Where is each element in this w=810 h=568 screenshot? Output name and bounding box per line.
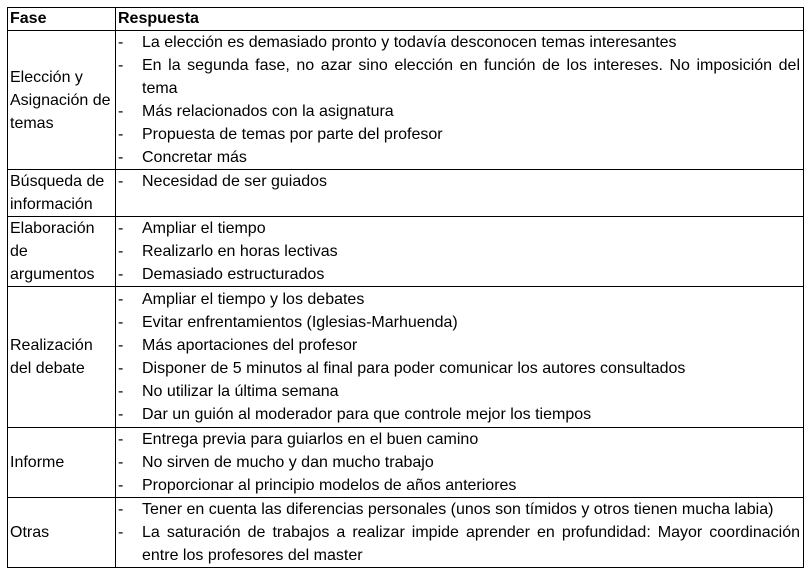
list-item: - Propuesta de temas por parte del profesor (116, 123, 803, 146)
dash-bullet: - (118, 337, 124, 354)
fase-cell: Otras (8, 498, 116, 568)
respuesta-cell (116, 498, 804, 568)
fase-cell: Elaboración de argumentos (8, 217, 116, 287)
dash-bullet: - (118, 126, 124, 143)
dash-bullet: - (118, 524, 124, 541)
list-item: - Dar un guión al moderador para que controle mejor los tiempos (116, 403, 803, 426)
header-respuesta: Respuesta (116, 8, 804, 31)
table-row (8, 31, 804, 170)
list-item: - Más aportaciones del profesor (116, 334, 803, 357)
list-item: - La elección es demasiado pronto y todavía desconocen temas interesantes (116, 31, 803, 54)
header-fase: Fase (8, 8, 116, 31)
table-row (8, 217, 804, 287)
dash-bullet: - (118, 34, 124, 51)
dash-bullet: - (118, 173, 124, 190)
list-item: - Realizarlo en horas lectivas (116, 240, 803, 263)
list-item: - Entrega previa para guiarlos en el buen camino (116, 428, 803, 451)
dash-bullet: - (118, 103, 124, 120)
fase-cell: Búsqueda de información (8, 170, 116, 217)
dash-bullet: - (118, 149, 124, 166)
dash-bullet: - (118, 360, 124, 377)
list-item: - Tener en cuenta las diferencias personales (unos son tímidos y otros tienen mucha labia) (116, 498, 803, 521)
list-item: - Ampliar el tiempo y los debates (116, 288, 803, 311)
list-item: - Más relacionados con la asignatura (116, 100, 803, 123)
dash-bullet: - (118, 406, 124, 423)
list-item: - No utilizar la última semana (116, 380, 803, 403)
fase-cell: Realización del debate (8, 287, 116, 428)
dash-bullet: - (118, 454, 124, 471)
list-item: - Concretar más (116, 146, 803, 169)
table-row (8, 428, 804, 498)
list-item: - Evitar enfrentamientos (Iglesias-Marhuenda) (116, 311, 803, 334)
fase-cell: Elección y Asignación de temas (8, 31, 116, 170)
header-row (8, 8, 804, 31)
list-item: - Ampliar el tiempo (116, 217, 803, 240)
list-item: - No sirven de mucho y dan mucho trabajo (116, 451, 803, 474)
dash-bullet: - (118, 57, 124, 74)
table-row (8, 498, 804, 568)
respuesta-cell (116, 170, 804, 217)
list-item: - La saturación de trabajos a realizar impide aprender en profundidad: Mayor coordinación entre los profesores del master (116, 521, 803, 567)
respuesta-cell (116, 31, 804, 170)
dash-bullet: - (118, 243, 124, 260)
dash-bullet: - (118, 501, 124, 518)
list-item: - Proporcionar al principio modelos de años anteriores (116, 474, 803, 497)
list-item: - Necesidad de ser guiados (116, 170, 803, 193)
dash-bullet: - (118, 291, 124, 308)
list-item: - En la segunda fase, no azar sino elección en función de los intereses. No imposición del tema (116, 54, 803, 100)
feedback-table (7, 7, 804, 568)
fase-cell: Informe (8, 428, 116, 498)
respuesta-cell (116, 217, 804, 287)
dash-bullet: - (118, 477, 124, 494)
dash-bullet: - (118, 314, 124, 331)
dash-bullet: - (118, 220, 124, 237)
table-row (8, 170, 804, 217)
table-row (8, 287, 804, 428)
list-item: - Disponer de 5 minutos al final para poder comunicar los autores consultados (116, 357, 803, 380)
dash-bullet: - (118, 431, 124, 448)
respuesta-cell (116, 287, 804, 428)
dash-bullet: - (118, 383, 124, 400)
respuesta-cell (116, 428, 804, 498)
list-item: - Demasiado estructurados (116, 263, 803, 286)
dash-bullet: - (118, 266, 124, 283)
